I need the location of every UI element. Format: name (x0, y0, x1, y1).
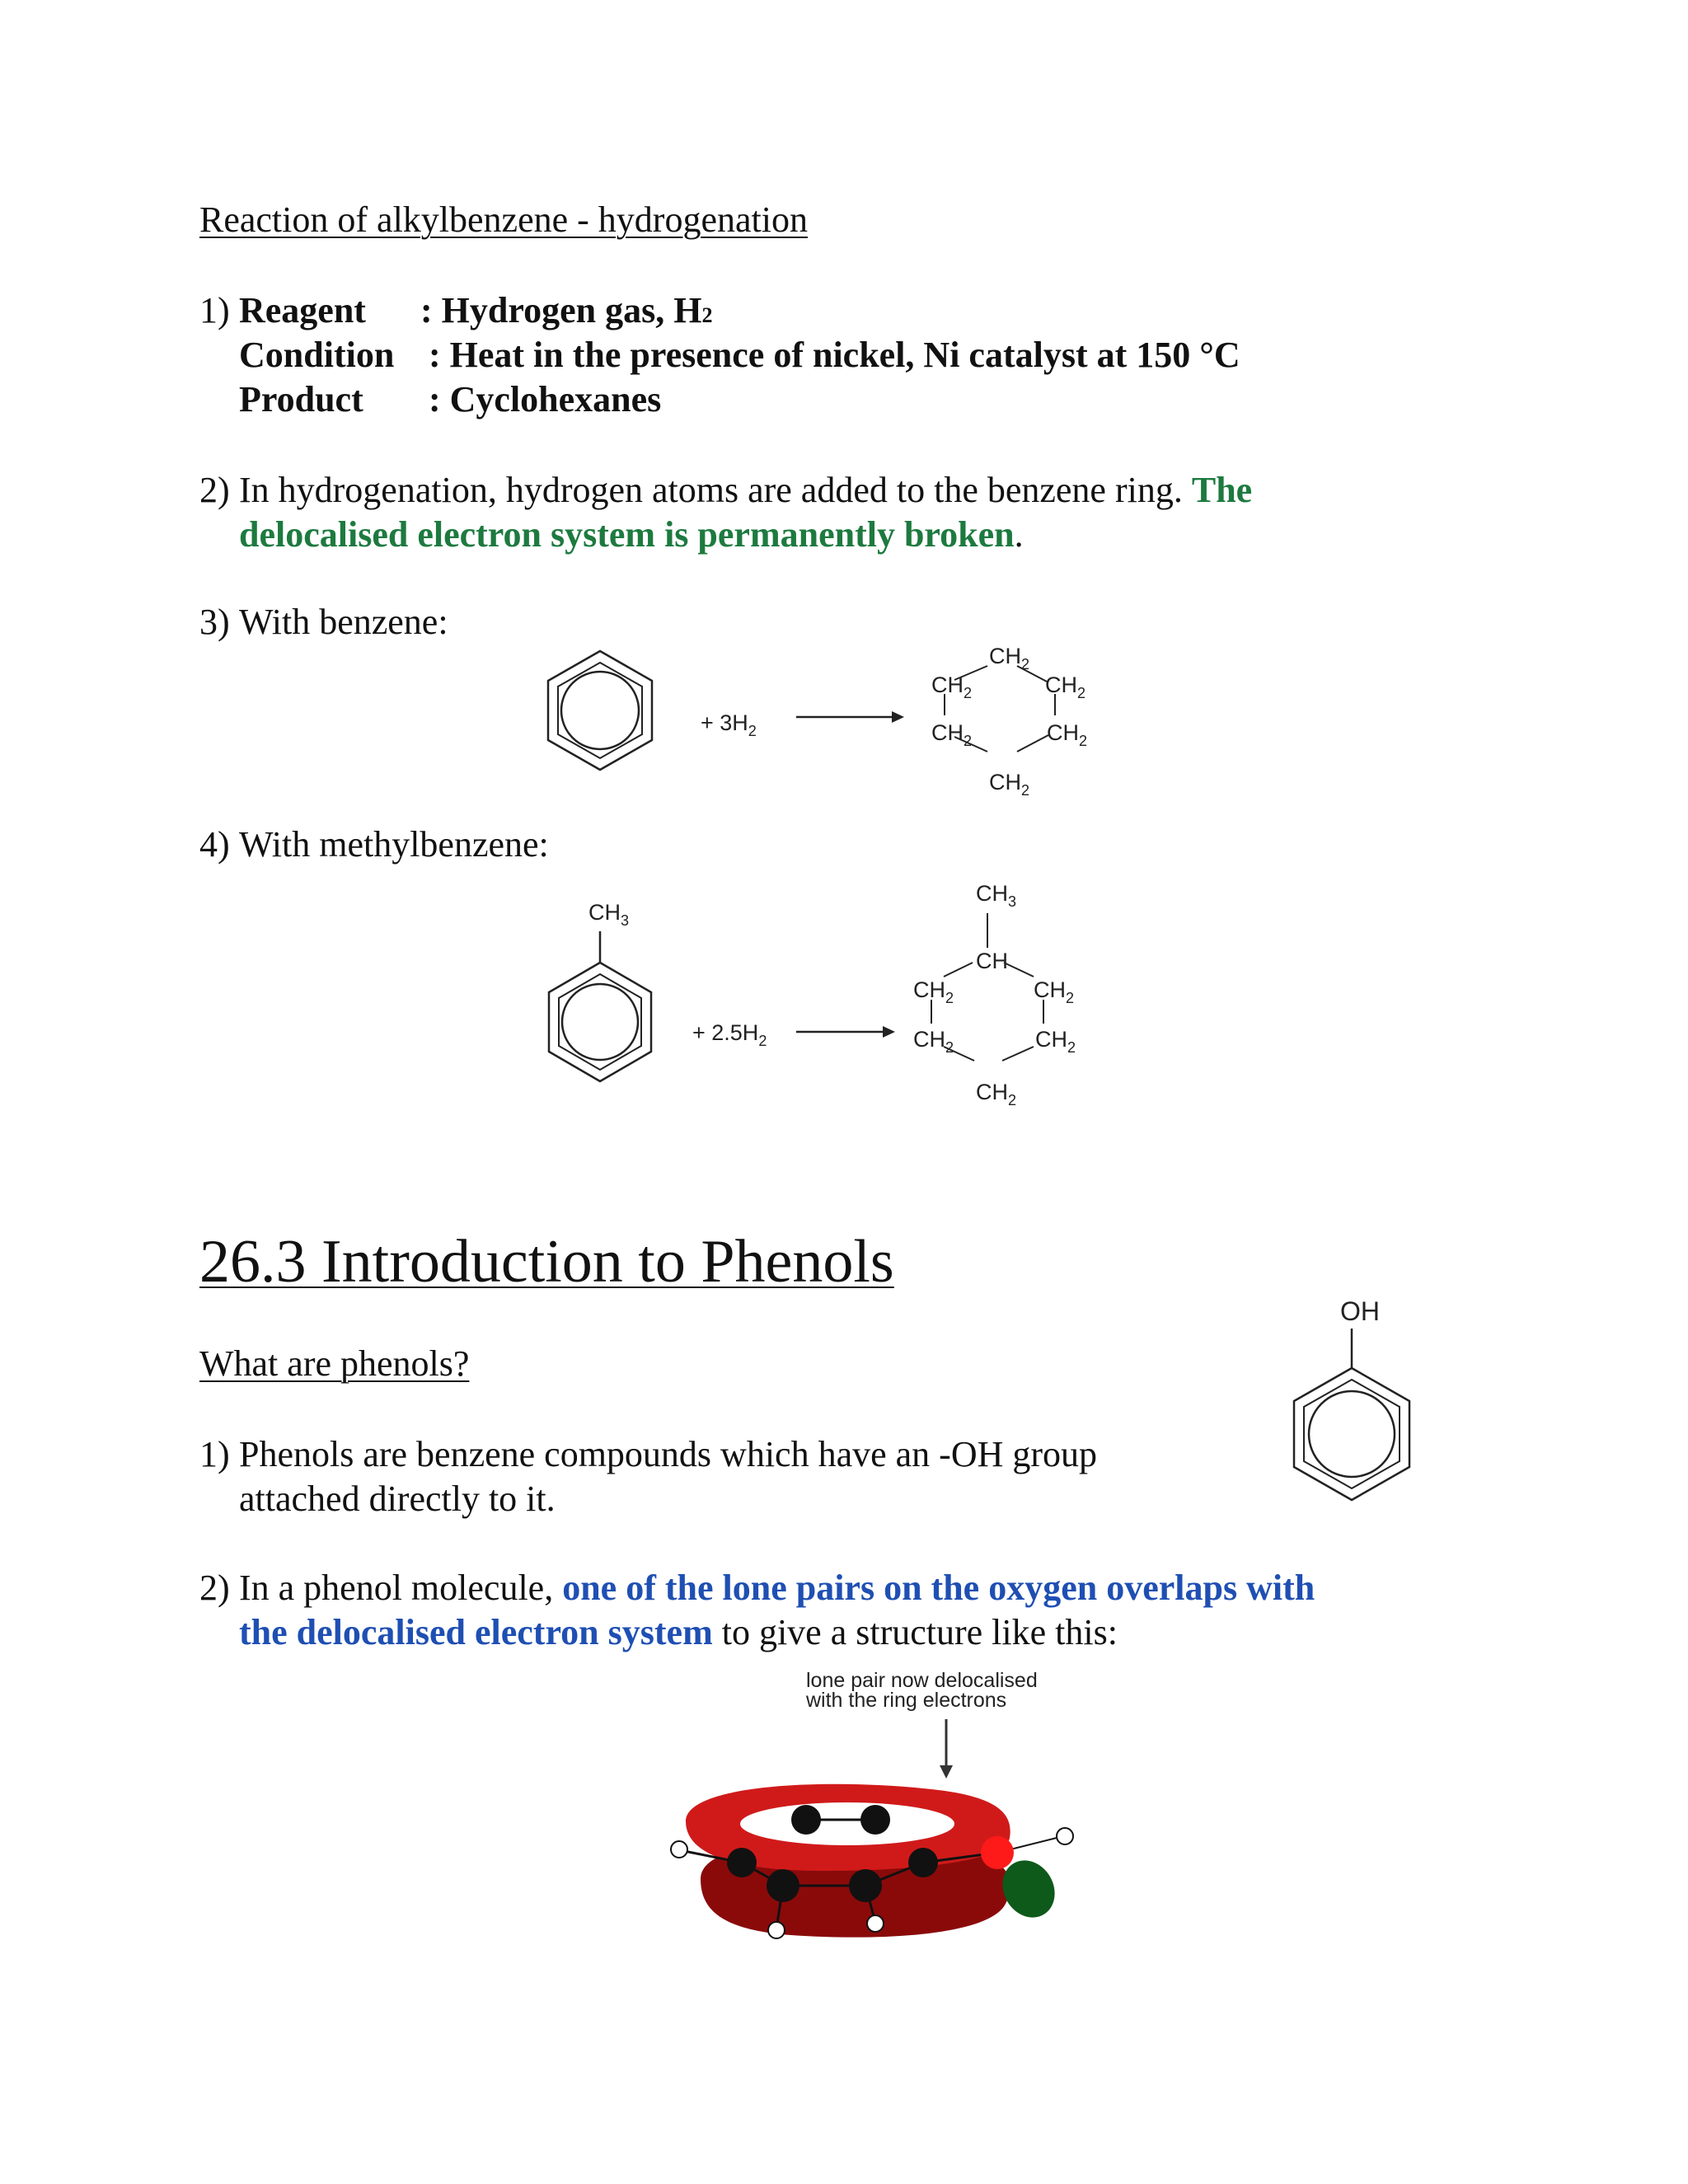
ch2-bottom: $CH_2$ (989, 770, 1030, 799)
methyl-group-label: $CH_3$ (588, 900, 630, 929)
orbital-hole (740, 1802, 954, 1845)
condition-label: Condition (239, 335, 395, 375)
hydrogen-atom (867, 1915, 884, 1932)
phenol-point1-number: 1) (199, 1434, 230, 1474)
point2-highlight-rest: delocalised electron system is permanently broken (239, 514, 1015, 555)
product-methyl-label: $CH_3$ (976, 881, 1017, 910)
reagent-subscript: 2 (701, 303, 713, 327)
hydrogen-atom (671, 1841, 687, 1858)
hydrogen-atom (1057, 1828, 1073, 1844)
methylcyclohexane-product (913, 881, 1076, 1108)
methylbenzene-ring (549, 900, 651, 1081)
point4-number: 4) (199, 824, 230, 865)
methylbenzene-hydrogenation-diagram (495, 865, 1121, 1121)
phenol-point1-line1: Phenols are benzene compounds which have an -OH group (239, 1434, 1098, 1474)
reaction-arrow-2 (796, 1026, 895, 1038)
point1-number: 1) (199, 290, 230, 330)
phenol-structure (1269, 1286, 1434, 1525)
reagent-3h2: + $3H_2$ (701, 710, 757, 739)
point2-line2: delocalised electron system is permanently broken. (239, 514, 1024, 555)
point2-line1: In hydrogenation, hydrogen atoms are added to the benzene ring. The (239, 470, 1253, 510)
phenol-highlight-2: the delocalised electron system (239, 1612, 713, 1652)
point3-text: With benzene: (239, 602, 448, 642)
point2-highlight-start: The (1191, 470, 1253, 510)
oh-label: OH (1340, 1296, 1380, 1326)
section-title-hydrogenation: Reaction of alkylbenzene - hydrogenation (199, 199, 808, 240)
ch2-lower-left: $CH_2$ (931, 720, 973, 749)
benzene-ring (548, 651, 652, 770)
ch2-top: $CH_2$ (989, 644, 1030, 673)
ring-ch2-upper-right: $CH_2$ (1034, 977, 1075, 1006)
annotation-arrow (940, 1719, 953, 1779)
point3-number: 3) (199, 602, 230, 642)
carbon-atom (860, 1805, 890, 1835)
ring-ch2-bottom: $CH_2$ (976, 1080, 1017, 1108)
condition-value: : Heat in the presence of nickel, Ni catalyst at 150 °C (429, 335, 1240, 375)
reaction-arrow-1 (796, 711, 904, 723)
section-heading-phenols: 26.3 Introduction to Phenols (199, 1228, 894, 1296)
ch2-upper-left: $CH_2$ (931, 673, 973, 701)
phenol-point2-number: 2) (199, 1568, 230, 1608)
benzene-hydrogenation-diagram (495, 626, 1121, 816)
ch2-lower-right: $CH_2$ (1047, 720, 1088, 749)
ring-ch2-lower-left: $CH_2$ (913, 1027, 954, 1056)
reagent-label: Reagent (239, 290, 366, 330)
annotation-line1: lone pair now delocalised (806, 1669, 1038, 1692)
phenol-highlight-1: one of the lone pairs on the oxygen overlaps with (562, 1568, 1315, 1608)
product-value: : Cyclohexanes (429, 379, 662, 419)
carbon-atom (767, 1869, 799, 1902)
reagent-value: : Hydrogen gas, H2 (420, 290, 713, 330)
ch2-upper-right: $CH_2$ (1045, 673, 1086, 701)
phenol-point2-line2: the delocalised electron system to give a structure like this: (239, 1612, 1118, 1652)
phenol-point2-line1: In a phenol molecule, one of the lone pairs on the oxygen overlaps with (239, 1568, 1315, 1608)
ring-ch2-lower-right: $CH_2$ (1035, 1027, 1076, 1056)
oxygen-atom (981, 1836, 1014, 1869)
product-label: Product (239, 379, 363, 419)
carbon-atom (791, 1805, 821, 1835)
phenol-orbital-diagram (659, 1714, 1088, 1953)
product-ch-label: CH (976, 949, 1008, 973)
annotation-line2: with the ring electrons (806, 1689, 1007, 1712)
carbon-atom (908, 1848, 938, 1877)
carbon-atom (727, 1848, 757, 1877)
ring-ch2-upper-left: $CH_2$ (913, 977, 954, 1006)
point4-text: With methylbenzene: (239, 824, 549, 865)
cyclohexane-product (931, 644, 1087, 799)
reagent-2-5h2: + $2.5H_2$ (692, 1020, 767, 1049)
subheading-what-are-phenols: What are phenols? (199, 1343, 470, 1384)
carbon-atom (849, 1869, 882, 1902)
hydrogen-atom (768, 1922, 785, 1938)
phenol-point1-line2: attached directly to it. (239, 1479, 556, 1519)
point2-number: 2) (199, 470, 230, 510)
